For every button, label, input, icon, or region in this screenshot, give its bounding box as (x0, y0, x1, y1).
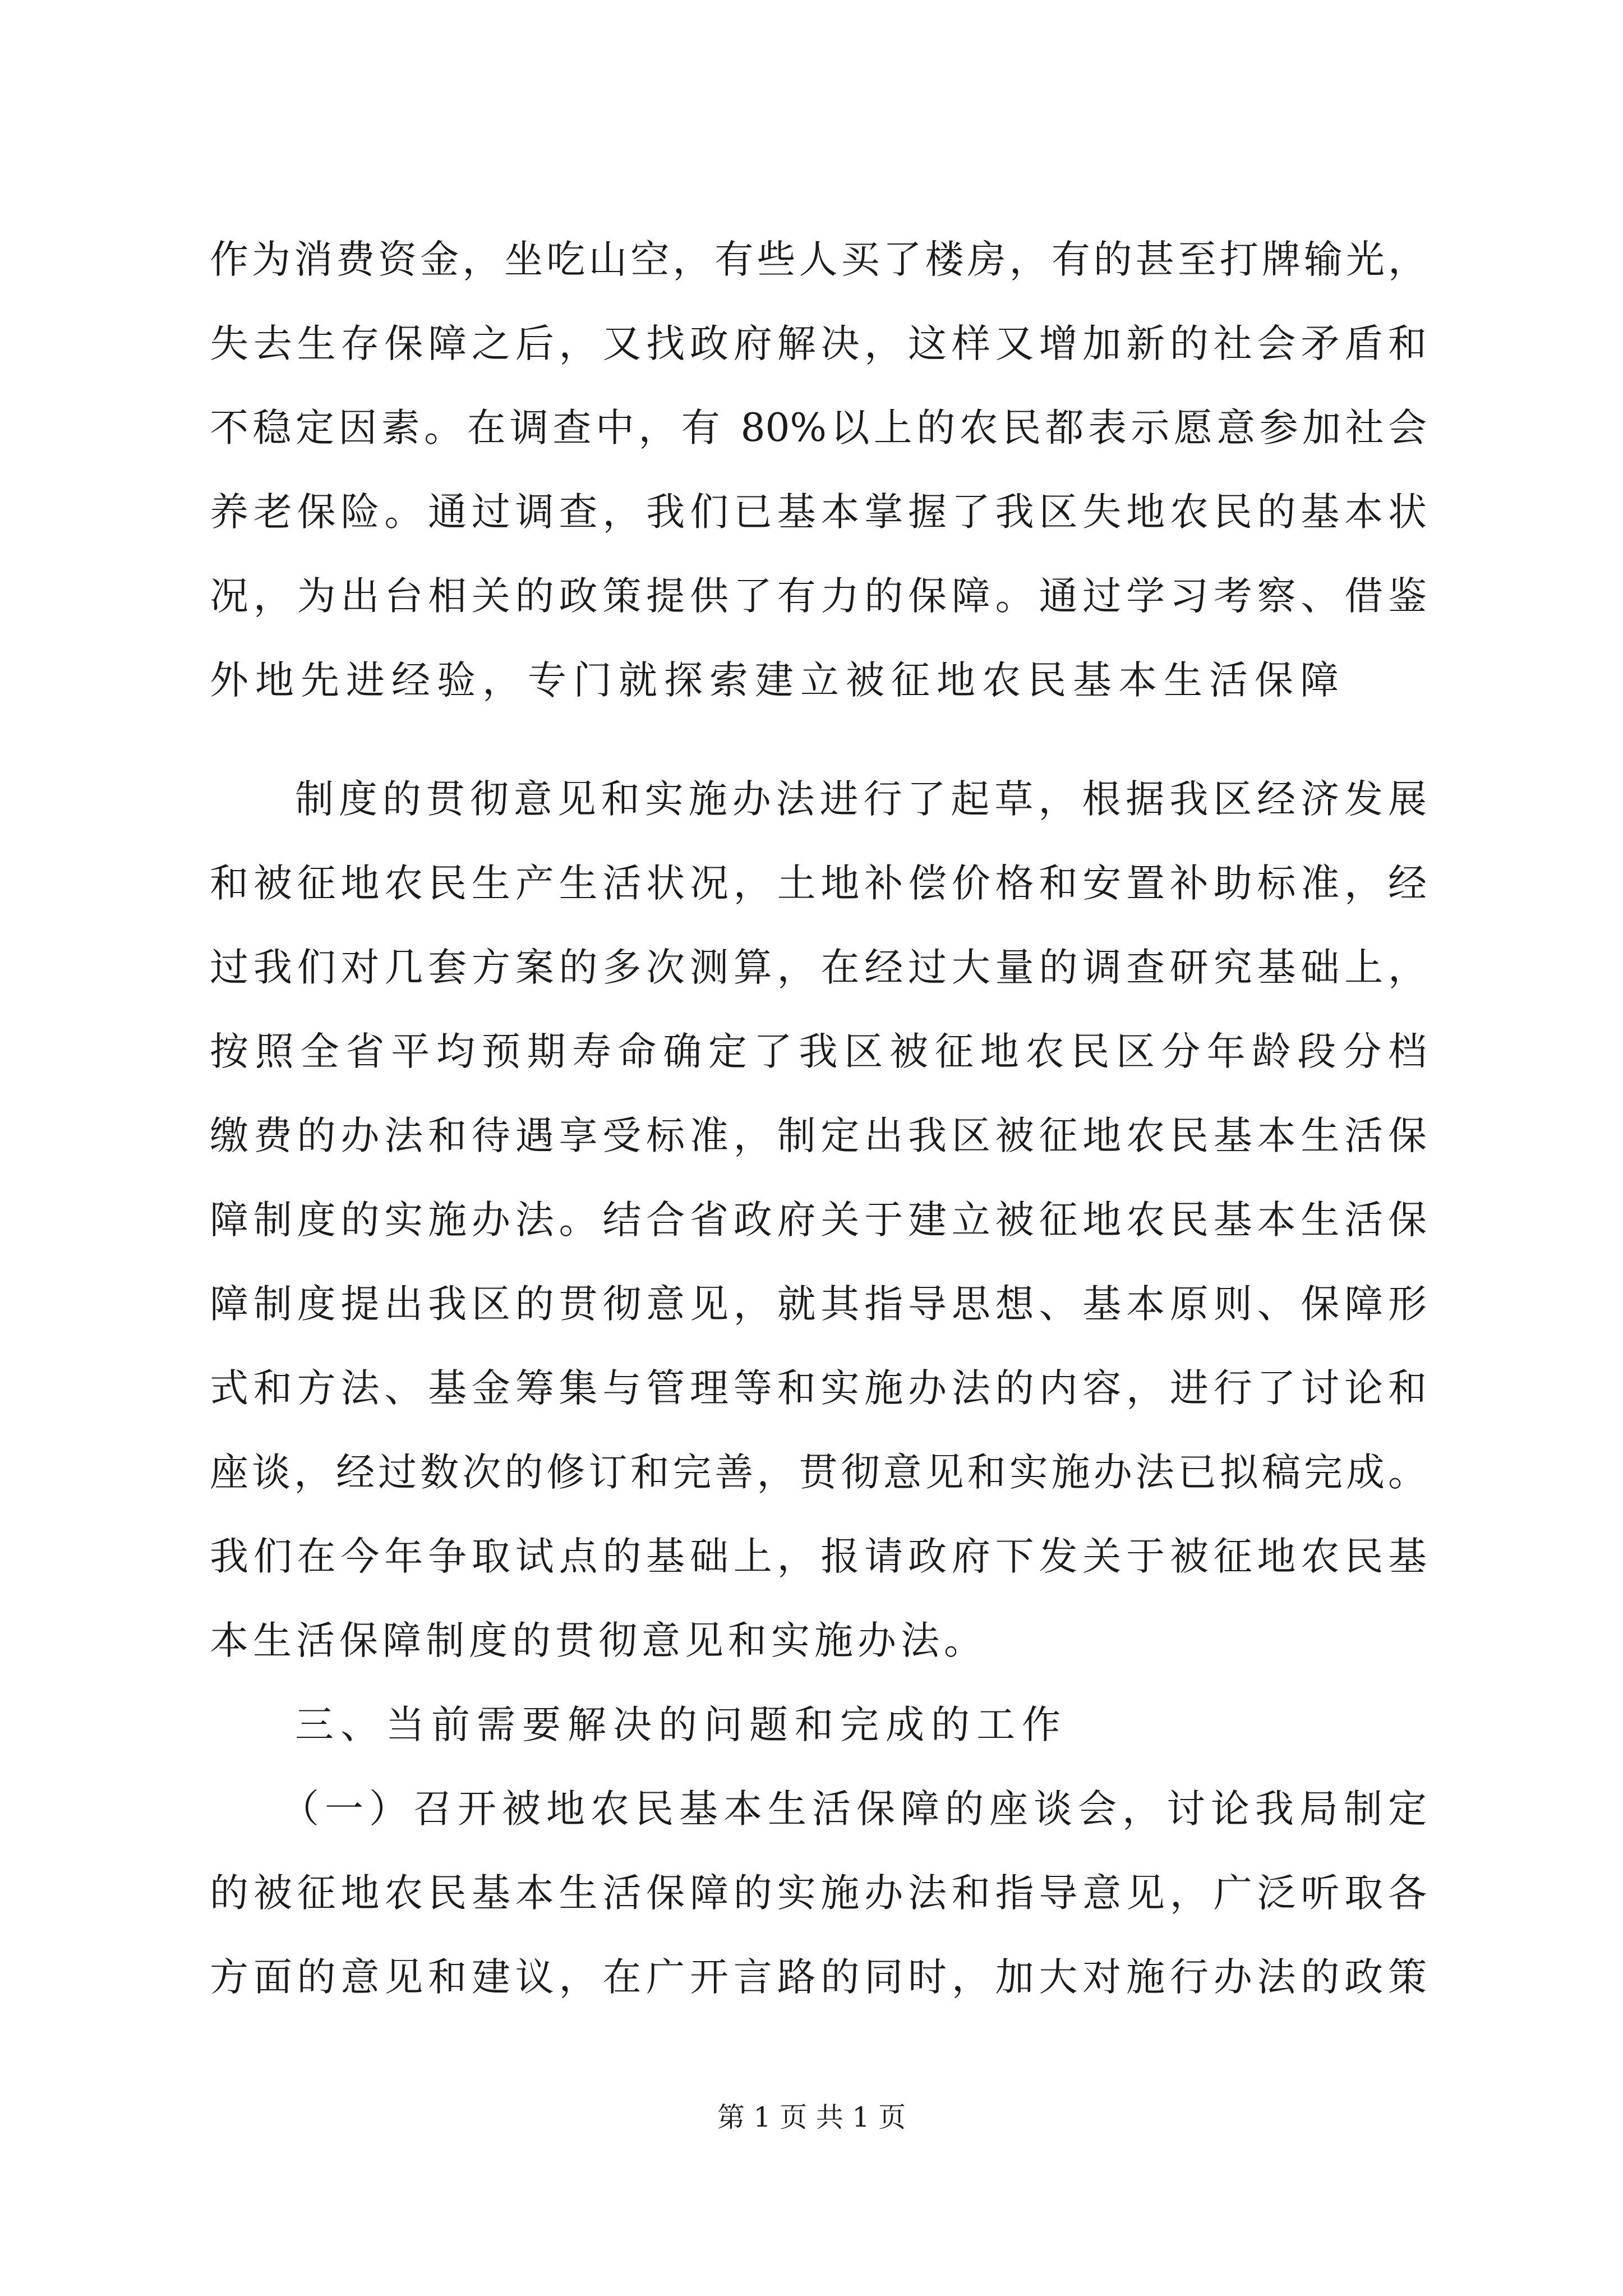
body-text-line: 和被征地农民生产生活状况，土地补偿价格和安置补助标准，经 (210, 861, 1427, 906)
section-heading: 三、当前需要解决的问题和完成的工作 (295, 1703, 1067, 1747)
body-text-line: 方面的意见和建议，在广开言路的同时，加大对施行办法的政策 (210, 1955, 1427, 2000)
body-text-line: 不稳定因素。在调查中，有 80%以上的农民都表示愿意参加社会 (210, 406, 1427, 450)
body-text-line: 失去生存保障之后，又找政府解决，这样又增加新的社会矛盾和 (210, 321, 1427, 366)
body-text-line: 式和方法、基金筹集与管理等和实施办法的内容，进行了讨论和 (210, 1366, 1427, 1411)
body-text-line: 作为消费资金，坐吃山空，有些人买了楼房，有的甚至打牌输光， (210, 237, 1427, 282)
body-text-line: 养老保险。通过调查，我们已基本掌握了我区失地农民的基本状 (210, 490, 1427, 535)
body-text-line: 的被征地农民基本生活保障的实施办法和指导意见，广泛听取各 (210, 1871, 1427, 1916)
body-text-line: 缴费的办法和待遇享受标准，制定出我区被征地农民基本生活保 (210, 1114, 1427, 1158)
body-text-line: 我们在今年争取试点的基础上，报请政府下发关于被征地农民基 (210, 1534, 1427, 1579)
body-text-line: 本生活保障制度的贯彻意见和实施办法。 (210, 1618, 987, 1663)
body-text-line: 况，为出台相关的政策提供了有力的保障。通过学习考察、借鉴 (210, 574, 1427, 619)
body-text-line: 外地先进经验，专门就探索建立被征地农民基本生活保障 (210, 658, 1345, 703)
body-text-line: 过我们对几套方案的多次测算，在经过大量的调查研究基础上， (210, 945, 1427, 990)
body-text-line: 障制度的实施办法。结合省政府关于建立被征地农民基本生活保 (210, 1198, 1427, 1243)
paragraph-first-line: （一）召开被地农民基本生活保障的座谈会，讨论我局制定 (280, 1787, 1427, 1832)
body-text-line: 座谈，经过数次的修订和完善，贯彻意见和实施办法已拟稿完成。 (210, 1450, 1427, 1495)
page-number-footer: 第 1 页 共 1 页 (717, 2101, 906, 2133)
body-text-line: 按照全省平均预期寿命确定了我区被征地农民区分年龄段分档 (210, 1029, 1427, 1074)
body-text-line: 障制度提出我区的贯彻意见，就其指导思想、基本原则、保障形 (210, 1282, 1427, 1327)
paragraph-first-line: 制度的贯彻意见和实施办法进行了起草，根据我区经济发展 (295, 777, 1427, 822)
